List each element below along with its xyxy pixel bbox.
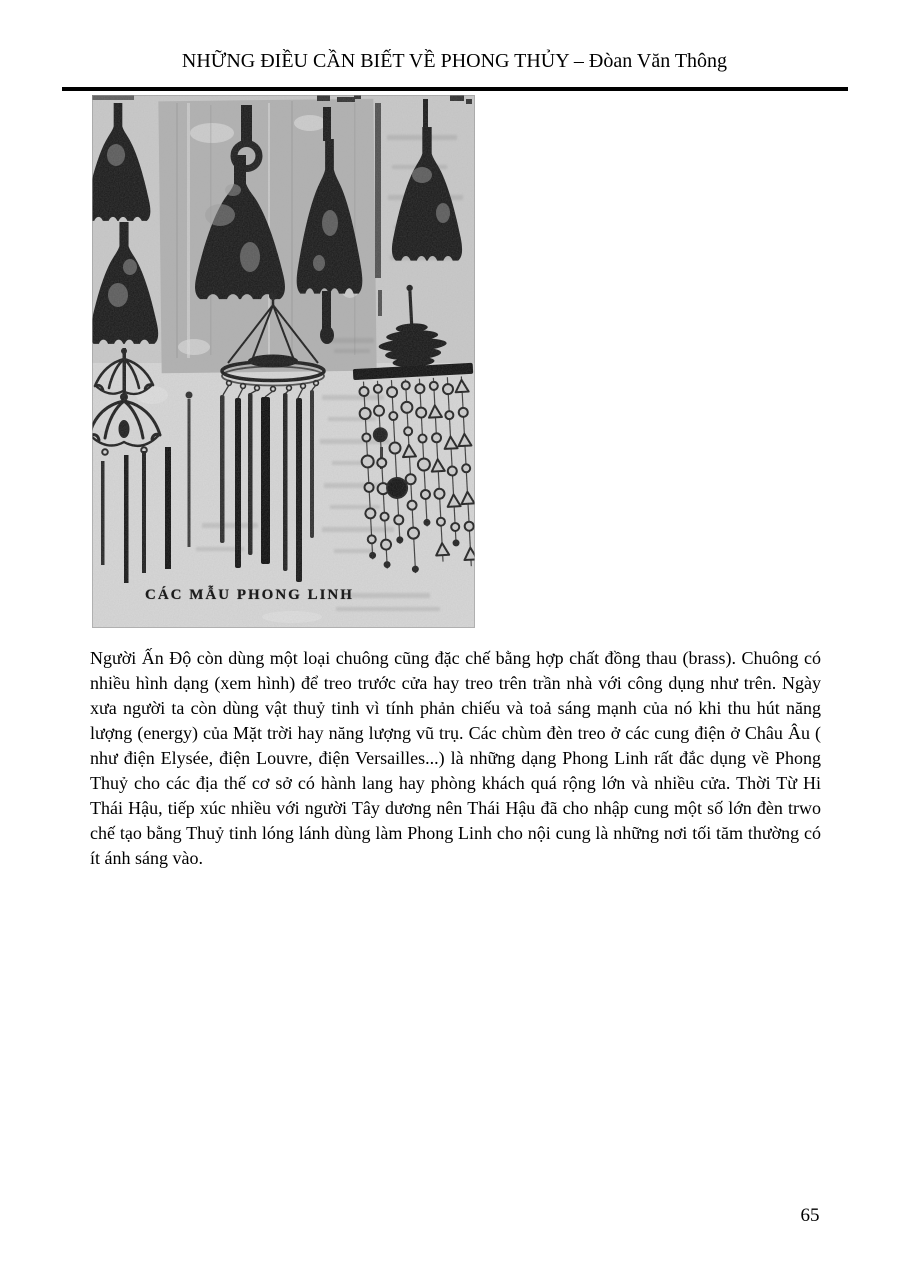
wind-chime-figure (92, 95, 475, 628)
body-paragraph: Người Ấn Độ còn dùng một loại chuông cũng đặc chế bằng hợp chất đồng thau (brass). Chuông có nhiều hình dạng (xem hình) để treo trước cửa hay treo trên trần nhà với công dụng như trên. Ngày xưa người ta còn dùng vật thuỷ tinh vì tính phản chiếu và toả sáng mạnh của nó khi thu hút năng lượng (energy) của Mặt trời hay năng lượng vũ trụ. Các chùm đèn treo ở các cung điện ở Châu Âu ( như điện Elysée, điện Louvre, điện Versailles...) là những dạng Phong Linh rất đắc dụng về Phong Thuỷ cho các địa thế cơ sở có hành lang hay phòng khách quá rộng lớn và nhiều cửa. Thời Từ Hi Thái Hậu, tiếp xúc nhiều với người Tây dương nên Thái Hậu đã cho nhập cung một số lớn đèn trwo chế tạo bằng Thuỷ tinh lóng lánh dùng làm Phong Linh cho nội cung là những nơi tối tăm thường có ít ánh sáng vào. (90, 648, 821, 868)
wind-chime-scan-image (92, 95, 475, 628)
figure-caption: CÁC MẪU PHONG LINH (145, 587, 354, 603)
header-rule (62, 87, 848, 91)
page-number: 65 (800, 1205, 820, 1226)
page-header-title: NHỮNG ĐIỀU CẦN BIẾT VỀ PHONG THỦY – Đòan Văn Thông (181, 50, 728, 72)
